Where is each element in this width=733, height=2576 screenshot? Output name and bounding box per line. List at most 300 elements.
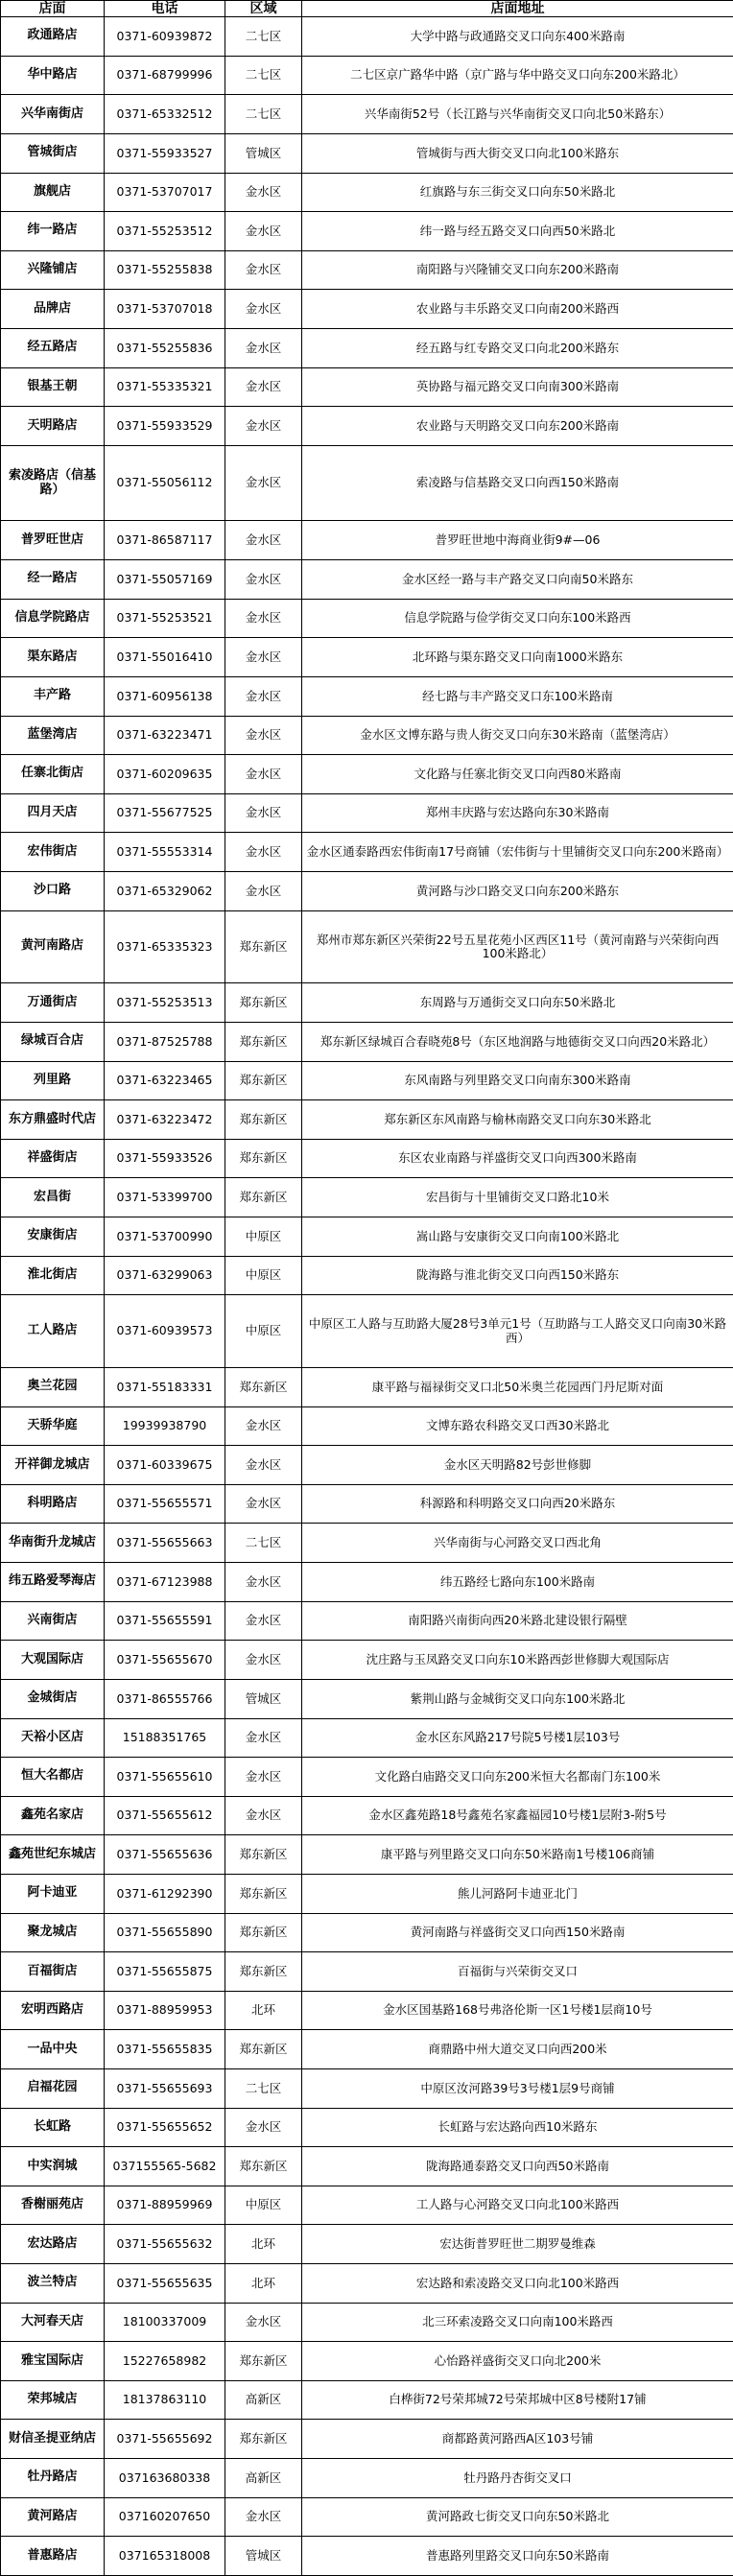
store-name: 宏达路店 <box>1 2225 105 2264</box>
store-district: 金水区 <box>225 2497 302 2537</box>
store-phone: 0371-55253521 <box>105 599 225 638</box>
store-district: 郑东新区 <box>225 2342 302 2381</box>
store-name: 政通路店 <box>1 17 105 57</box>
table-row <box>1 1563 733 1602</box>
store-name: 奥兰花园 <box>1 1368 105 1407</box>
store-phone: 0371-61292390 <box>105 1874 225 1913</box>
store-name: 索凌路店（信基路） <box>1 445 105 521</box>
table-row <box>1 521 733 560</box>
store-phone: 0371-55655693 <box>105 2069 225 2109</box>
store-name: 天骄华庭 <box>1 1406 105 1446</box>
store-address: 沈庄路与玉凤路交叉口向东10米路西彭世修脚大观国际店 <box>302 1641 733 1680</box>
store-district: 金水区 <box>225 250 302 290</box>
store-district: 郑东新区 <box>225 1061 302 1100</box>
store-district: 金水区 <box>225 755 302 794</box>
table-row <box>1 1758 733 1797</box>
store-name: 科明路店 <box>1 1484 105 1524</box>
store-address: 郑州丰庆路与宏达路向东30米路南 <box>302 793 733 833</box>
store-address: 管城街与西大街交叉口向北100米路东 <box>302 133 733 173</box>
store-phone: 0371-55655635 <box>105 2264 225 2304</box>
store-phone: 0371-55016410 <box>105 638 225 677</box>
store-phone: 0371-68799996 <box>105 56 225 95</box>
store-address: 紫荆山路与金城街交叉口向东100米路北 <box>302 1679 733 1718</box>
store-phone: 0371-53707018 <box>105 290 225 329</box>
store-district: 郑东新区 <box>225 1139 302 1178</box>
store-address: 商都路黄河路西A区103号铺 <box>302 2420 733 2459</box>
store-address: 文化路与任寨北街交叉口向西80米路南 <box>302 755 733 794</box>
store-district: 郑东新区 <box>225 1874 302 1913</box>
table-row <box>1 1913 733 1952</box>
store-district: 金水区 <box>225 1718 302 1758</box>
store-phone: 0371-86587117 <box>105 521 225 560</box>
table-row <box>1 2225 733 2264</box>
store-name: 纬五路爱琴海店 <box>1 1563 105 1602</box>
store-phone: 0371-86555766 <box>105 1679 225 1718</box>
store-phone: 0371-53700990 <box>105 1217 225 1257</box>
store-name: 黄河路店 <box>1 2497 105 2537</box>
store-address: 康平路与列里路交叉口向东50米路南1号楼106商铺 <box>302 1835 733 1875</box>
store-address: 东风南路与列里路交叉口向南东300米路南 <box>302 1061 733 1100</box>
store-district: 金水区 <box>225 173 302 212</box>
store-name: 兴华南街店 <box>1 95 105 134</box>
store-phone: 0371-55183331 <box>105 1368 225 1407</box>
store-district: 金水区 <box>225 1796 302 1835</box>
store-phone: 0371-63223472 <box>105 1100 225 1140</box>
store-district: 郑东新区 <box>225 1913 302 1952</box>
store-district: 管城区 <box>225 2537 302 2576</box>
store-address: 商鼎路中州大道交叉口向西200米 <box>302 2030 733 2069</box>
store-address: 文化路白庙路交叉口向东200米恒大名都南门东100米 <box>302 1758 733 1797</box>
store-district: 高新区 <box>225 2380 302 2420</box>
store-district: 金水区 <box>225 716 302 755</box>
table-row <box>1 1641 733 1680</box>
store-phone: 037163680338 <box>105 2459 225 2498</box>
table-row <box>1 716 733 755</box>
table-row <box>1 250 733 290</box>
store-district: 金水区 <box>225 1446 302 1485</box>
store-name: 万通街店 <box>1 983 105 1023</box>
store-name: 淮北街店 <box>1 1256 105 1295</box>
store-district: 郑东新区 <box>225 910 302 983</box>
store-phone: 0371-55677525 <box>105 793 225 833</box>
store-name: 信息学院路店 <box>1 599 105 638</box>
store-district: 管城区 <box>225 133 302 173</box>
store-address: 普惠路列里路交叉口向东50米路南 <box>302 2537 733 2576</box>
store-address: 二七区京广路华中路（京广路与华中路交叉口向东200米路北） <box>302 56 733 95</box>
store-phone: 0371-55253512 <box>105 212 225 251</box>
store-name: 黄河南路店 <box>1 910 105 983</box>
store-phone: 0371-55655571 <box>105 1484 225 1524</box>
store-address: 南阳路与兴隆铺交叉口向东200米路南 <box>302 250 733 290</box>
store-phone: 0371-60939573 <box>105 1295 225 1368</box>
table-row <box>1 1952 733 1992</box>
store-district: 郑东新区 <box>225 1178 302 1217</box>
store-district: 郑东新区 <box>225 2147 302 2186</box>
store-name: 蓝堡湾店 <box>1 716 105 755</box>
store-name: 工人路店 <box>1 1295 105 1368</box>
store-name: 启福花园 <box>1 2069 105 2109</box>
store-name: 波兰特店 <box>1 2264 105 2304</box>
store-phone: 0371-87525788 <box>105 1022 225 1061</box>
store-name: 普惠路店 <box>1 2537 105 2576</box>
store-address: 黄河路政七街交叉口向东50米路北 <box>302 2497 733 2537</box>
store-address: 牡丹路丹杏街交叉口 <box>302 2459 733 2498</box>
table-row <box>1 2420 733 2459</box>
store-name: 丰产路 <box>1 676 105 716</box>
store-address: 中原区工人路与互助路大厦28号3单元1号（互助路与工人路交叉口向南30米路西） <box>302 1295 733 1368</box>
store-district: 金水区 <box>225 1406 302 1446</box>
store-address: 科源路和科明路交叉口向西20米路东 <box>302 1484 733 1524</box>
store-phone: 037155565-5682 <box>105 2147 225 2186</box>
store-address: 郑东新区东风南路与榆林南路交叉口向东30米路北 <box>302 1100 733 1140</box>
store-phone: 0371-55933527 <box>105 133 225 173</box>
store-phone: 15188351765 <box>105 1718 225 1758</box>
store-address: 康平路与福禄街交叉口北50米奥兰花园西门丹尼斯对面 <box>302 1368 733 1407</box>
store-name: 华南街升龙城店 <box>1 1524 105 1563</box>
table-row <box>1 56 733 95</box>
store-district: 二七区 <box>225 56 302 95</box>
store-address: 红旗路与东三街交叉口向东50米路北 <box>302 173 733 212</box>
store-district: 二七区 <box>225 95 302 134</box>
store-district: 金水区 <box>225 1484 302 1524</box>
store-phone: 037160207650 <box>105 2497 225 2537</box>
table-row <box>1 1022 733 1061</box>
store-phone: 0371-55655875 <box>105 1952 225 1992</box>
store-name: 恒大名都店 <box>1 1758 105 1797</box>
table-row <box>1 560 733 600</box>
header-district: 区域 <box>225 1 302 17</box>
header-store: 店面 <box>1 1 105 17</box>
store-address: 黄河南路与祥盛街交叉口向西150米路南 <box>302 1913 733 1952</box>
table-row <box>1 1874 733 1913</box>
table-row <box>1 1100 733 1140</box>
store-name: 荣邦城店 <box>1 2380 105 2420</box>
store-phone: 0371-65332512 <box>105 95 225 134</box>
header-address: 店面地址 <box>302 1 733 17</box>
store-address: 长虹路与宏达路向西10米路东 <box>302 2108 733 2147</box>
store-name: 聚龙城店 <box>1 1913 105 1952</box>
store-phone: 0371-55553314 <box>105 833 225 872</box>
store-name: 祥盛街店 <box>1 1139 105 1178</box>
store-district: 高新区 <box>225 2459 302 2498</box>
store-address: 宏昌街与十里铺街交叉口路北10米 <box>302 1178 733 1217</box>
store-name: 华中路店 <box>1 56 105 95</box>
store-address: 宏达街普罗旺世二期罗曼维森 <box>302 2225 733 2264</box>
store-district: 郑东新区 <box>225 1952 302 1992</box>
store-name: 天明路店 <box>1 407 105 446</box>
store-address: 黄河路与沙口路交叉口向东200米路东 <box>302 871 733 910</box>
table-row <box>1 2069 733 2109</box>
store-address: 兴华南街与心河路交叉口西北角 <box>302 1524 733 1563</box>
store-phone: 18100337009 <box>105 2303 225 2342</box>
table-row <box>1 290 733 329</box>
table-row <box>1 367 733 407</box>
store-name: 一品中央 <box>1 2030 105 2069</box>
store-district: 金水区 <box>225 328 302 367</box>
store-address: 金水区天明路82号彭世修脚 <box>302 1446 733 1485</box>
store-address: 金水区通泰路西宏伟街南17号商铺（宏伟街与十里铺街交叉口向东200米路南） <box>302 833 733 872</box>
store-address: 心怡路祥盛街交叉口向北200米 <box>302 2342 733 2381</box>
table-row <box>1 1484 733 1524</box>
table-row <box>1 1256 733 1295</box>
store-district: 二七区 <box>225 2069 302 2109</box>
store-name: 东方鼎盛时代店 <box>1 1100 105 1140</box>
store-name: 经五路店 <box>1 328 105 367</box>
store-phone: 0371-65335323 <box>105 910 225 983</box>
store-phone: 0371-53707017 <box>105 173 225 212</box>
table-row <box>1 2303 733 2342</box>
store-district: 中原区 <box>225 2186 302 2225</box>
store-address: 金水区国基路168号弗洛伦斯一区1号楼1层商10号 <box>302 1991 733 2030</box>
table-row <box>1 1991 733 2030</box>
store-name: 经一路店 <box>1 560 105 600</box>
store-phone: 0371-60956138 <box>105 676 225 716</box>
store-name: 雅宝国际店 <box>1 2342 105 2381</box>
store-name: 中实润城 <box>1 2147 105 2186</box>
store-phone: 0371-55655670 <box>105 1641 225 1680</box>
store-phone: 0371-60939872 <box>105 17 225 57</box>
table-row <box>1 1446 733 1485</box>
store-phone: 0371-55655612 <box>105 1796 225 1835</box>
store-name: 大河春天店 <box>1 2303 105 2342</box>
store-address: 普罗旺世地中海商业街9#—06 <box>302 521 733 560</box>
store-district: 金水区 <box>225 676 302 716</box>
store-phone: 0371-55655890 <box>105 1913 225 1952</box>
store-name: 兴南街店 <box>1 1601 105 1641</box>
table-row <box>1 212 733 251</box>
table-row <box>1 871 733 910</box>
table-row <box>1 1061 733 1100</box>
table-row <box>1 2264 733 2304</box>
store-phone: 0371-55255838 <box>105 250 225 290</box>
store-address: 北三环索凌路交叉口向南100米路西 <box>302 2303 733 2342</box>
store-phone: 0371-63299063 <box>105 1256 225 1295</box>
store-district: 北环 <box>225 2264 302 2304</box>
table-row <box>1 983 733 1023</box>
store-address: 东周路与万通街交叉口向东50米路北 <box>302 983 733 1023</box>
store-district: 金水区 <box>225 1641 302 1680</box>
store-name: 沙口路 <box>1 871 105 910</box>
store-address: 纬五路经七路向东100米路南 <box>302 1563 733 1602</box>
store-district: 金水区 <box>225 2108 302 2147</box>
store-phone: 0371-55335321 <box>105 367 225 407</box>
table-row <box>1 328 733 367</box>
store-address: 嵩山路与安康街交叉口向南100米路北 <box>302 1217 733 1257</box>
table-row <box>1 2342 733 2381</box>
store-phone: 0371-67123988 <box>105 1563 225 1602</box>
store-address: 郑东新区绿城百合春晓苑8号（东区地润路与地德街交叉口向西20米路北） <box>302 1022 733 1061</box>
store-name: 安康街店 <box>1 1217 105 1257</box>
table-row <box>1 1368 733 1407</box>
store-phone: 15227658982 <box>105 2342 225 2381</box>
store-address: 中原区汝河路39号3号楼1层9号商铺 <box>302 2069 733 2109</box>
store-district: 金水区 <box>225 445 302 521</box>
store-name: 宏伟街店 <box>1 833 105 872</box>
store-name: 品牌店 <box>1 290 105 329</box>
table-row <box>1 1679 733 1718</box>
store-phone: 0371-55933529 <box>105 407 225 446</box>
store-name: 开祥御龙城店 <box>1 1446 105 1485</box>
store-district: 二七区 <box>225 17 302 57</box>
store-name: 牡丹路店 <box>1 2459 105 2498</box>
store-district: 金水区 <box>225 638 302 677</box>
store-phone: 0371-55933526 <box>105 1139 225 1178</box>
store-district: 二七区 <box>225 1524 302 1563</box>
table-row <box>1 1406 733 1446</box>
store-name: 纬一路店 <box>1 212 105 251</box>
store-phone: 0371-55655692 <box>105 2420 225 2459</box>
store-district: 金水区 <box>225 871 302 910</box>
store-phone: 0371-63223465 <box>105 1061 225 1100</box>
store-district: 金水区 <box>225 212 302 251</box>
store-phone: 0371-55255836 <box>105 328 225 367</box>
table-row <box>1 173 733 212</box>
store-address: 金水区鑫苑路18号鑫苑名家鑫福园10号楼1层附3-附5号 <box>302 1796 733 1835</box>
store-district: 金水区 <box>225 1758 302 1797</box>
store-district: 金水区 <box>225 407 302 446</box>
store-phone: 037165318008 <box>105 2537 225 2576</box>
store-address: 百福街与兴荣街交叉口 <box>302 1952 733 1992</box>
store-phone: 18137863110 <box>105 2380 225 2420</box>
table-row <box>1 1178 733 1217</box>
store-phone: 0371-55057169 <box>105 560 225 600</box>
store-district: 郑东新区 <box>225 983 302 1023</box>
store-phone: 0371-55655591 <box>105 1601 225 1641</box>
store-address: 经七路与丰产路交叉口东100米路南 <box>302 676 733 716</box>
store-district: 郑东新区 <box>225 2030 302 2069</box>
store-district: 北环 <box>225 2225 302 2264</box>
header-row <box>1 1 733 17</box>
store-phone: 0371-55655663 <box>105 1524 225 1563</box>
table-row <box>1 638 733 677</box>
store-name: 普罗旺世店 <box>1 521 105 560</box>
store-address: 郑州市郑东新区兴荣街22号五星花苑小区西区11号（黄河南路与兴荣街向西100米路北） <box>302 910 733 983</box>
store-district: 中原区 <box>225 1217 302 1257</box>
table-row <box>1 599 733 638</box>
store-phone: 0371-53399700 <box>105 1178 225 1217</box>
table-row <box>1 2108 733 2147</box>
store-name: 鑫苑名家店 <box>1 1796 105 1835</box>
store-address: 英协路与福元路交叉口向南300米路南 <box>302 367 733 407</box>
store-address: 兴华南街52号（长江路与兴华南街交叉口向北50米路东） <box>302 95 733 134</box>
store-phone: 0371-60339675 <box>105 1446 225 1485</box>
store-name: 四月天店 <box>1 793 105 833</box>
store-address: 纬一路与经五路交叉口向西50米路北 <box>302 212 733 251</box>
table-row <box>1 445 733 521</box>
store-name: 鑫苑世纪东城店 <box>1 1835 105 1875</box>
store-address: 农业路与丰乐路交叉口向南200米路西 <box>302 290 733 329</box>
store-name: 长虹路 <box>1 2108 105 2147</box>
table-row <box>1 407 733 446</box>
store-phone: 0371-60209635 <box>105 755 225 794</box>
store-address: 宏达路和索凌路交叉口向北100米路西 <box>302 2264 733 2304</box>
store-name: 宏昌街 <box>1 1178 105 1217</box>
store-name: 财信圣提亚纳店 <box>1 2420 105 2459</box>
store-phone: 0371-88959953 <box>105 1991 225 2030</box>
store-name: 绿城百合店 <box>1 1022 105 1061</box>
store-name: 旗舰店 <box>1 173 105 212</box>
store-district: 金水区 <box>225 2303 302 2342</box>
store-phone: 0371-65329062 <box>105 871 225 910</box>
store-district: 郑东新区 <box>225 1368 302 1407</box>
table-row <box>1 2380 733 2420</box>
store-district: 郑东新区 <box>225 1022 302 1061</box>
store-address: 南阳路兴南街向西20米路北建设银行隔壁 <box>302 1601 733 1641</box>
table-row <box>1 1295 733 1368</box>
store-district: 金水区 <box>225 367 302 407</box>
store-name: 金城街店 <box>1 1679 105 1718</box>
store-phone: 0371-55655610 <box>105 1758 225 1797</box>
store-address: 金水区经一路与丰产路交叉口向南50米路东 <box>302 560 733 600</box>
header-phone: 电话 <box>105 1 225 17</box>
table-row <box>1 2537 733 2576</box>
store-district: 郑东新区 <box>225 2420 302 2459</box>
table-row <box>1 1718 733 1758</box>
store-name: 任寨北街店 <box>1 755 105 794</box>
store-name: 大观国际店 <box>1 1641 105 1680</box>
store-address: 北环路与渠东路交叉口向南1000米路东 <box>302 638 733 677</box>
store-name: 兴隆铺店 <box>1 250 105 290</box>
store-address: 陇海路通泰路交叉口向西50米路南 <box>302 2147 733 2186</box>
store-phone: 0371-88959969 <box>105 2186 225 2225</box>
store-phone: 0371-55655636 <box>105 1835 225 1875</box>
store-address: 大学中路与政通路交叉口向东400米路南 <box>302 17 733 57</box>
store-phone: 0371-55253513 <box>105 983 225 1023</box>
store-address: 金水区文博东路与贵人街交叉口向东30米路南（蓝堡湾店） <box>302 716 733 755</box>
store-district: 北环 <box>225 1991 302 2030</box>
store-district: 金水区 <box>225 599 302 638</box>
table-row <box>1 755 733 794</box>
table-row <box>1 1524 733 1563</box>
table-row <box>1 793 733 833</box>
store-phone: 0371-55056112 <box>105 445 225 521</box>
store-district: 中原区 <box>225 1256 302 1295</box>
store-district: 金水区 <box>225 793 302 833</box>
table-row <box>1 833 733 872</box>
store-address: 熊儿河路阿卡迪亚北门 <box>302 1874 733 1913</box>
store-address: 东区农业南路与祥盛街交叉口向西300米路南 <box>302 1139 733 1178</box>
store-district: 金水区 <box>225 1563 302 1602</box>
table-row <box>1 133 733 173</box>
store-district: 金水区 <box>225 521 302 560</box>
store-phone: 0371-55655632 <box>105 2225 225 2264</box>
table-row <box>1 2497 733 2537</box>
table-row <box>1 676 733 716</box>
store-address: 索凌路与信基路交叉口向西150米路南 <box>302 445 733 521</box>
table-row <box>1 2030 733 2069</box>
store-name: 阿卡迪亚 <box>1 1874 105 1913</box>
store-district: 中原区 <box>225 1295 302 1368</box>
table-row <box>1 1796 733 1835</box>
table-row <box>1 95 733 134</box>
store-district: 金水区 <box>225 1601 302 1641</box>
store-district: 郑东新区 <box>225 1835 302 1875</box>
store-phone: 0371-55655652 <box>105 2108 225 2147</box>
table-row <box>1 2459 733 2498</box>
store-address: 金水区东风路217号院5号楼1层103号 <box>302 1718 733 1758</box>
table-row <box>1 2186 733 2225</box>
store-phone: 0371-55655835 <box>105 2030 225 2069</box>
table-row <box>1 1601 733 1641</box>
store-name: 渠东路店 <box>1 638 105 677</box>
store-address: 白桦街72号荣邦城72号荣邦城中区8号楼附17铺 <box>302 2380 733 2420</box>
store-district: 管城区 <box>225 1679 302 1718</box>
store-district: 金水区 <box>225 833 302 872</box>
table-row <box>1 1835 733 1875</box>
store-phone: 19939938790 <box>105 1406 225 1446</box>
store-address: 工人路与心河路交叉口向北100米路西 <box>302 2186 733 2225</box>
store-name: 天裕小区店 <box>1 1718 105 1758</box>
